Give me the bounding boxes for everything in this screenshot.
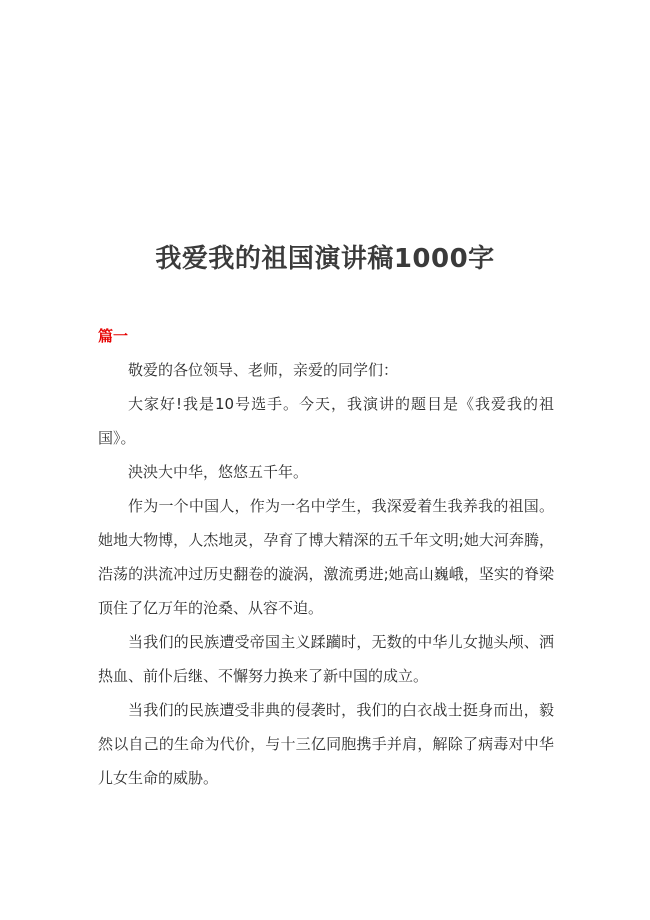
paragraph: 当我们的民族遭受帝国主义蹂躏时，无数的中华儿女抛头颅、洒热血、前仆后继、不懈努力换来了新中国的成立。	[98, 633, 554, 685]
paragraph: 作为一个中国人，作为一名中学生，我深爱着生我养我的祖国。她地大物博，人杰地灵，孕育了博大精深的五千年文明;她大河奔腾，浩荡的洪流冲过历史翻卷的漩涡，激流勇进;她高山巍峨，坚实的脊梁顶住了亿万年的沧桑、从容不迫。	[98, 497, 554, 617]
page-title: 我爱我的祖国演讲稿1000字	[155, 244, 495, 274]
body-text	[98, 353, 554, 795]
section-label: 篇一	[98, 327, 129, 345]
paragraph: 大家好!我是10号选手。今天，我演讲的题目是《我爱我的祖国》。	[98, 395, 554, 447]
paragraph: 泱泱大中华，悠悠五千年。	[128, 463, 309, 481]
paragraph: 当我们的民族遭受非典的侵袭时，我们的白衣战士挺身而出，毅然以自己的生命为代价，与十三亿同胞携手并肩，解除了病毒对中华儿女生命的威胁。	[98, 701, 554, 787]
paragraph: 敬爱的各位领导、老师，亲爱的同学们：	[128, 361, 399, 379]
